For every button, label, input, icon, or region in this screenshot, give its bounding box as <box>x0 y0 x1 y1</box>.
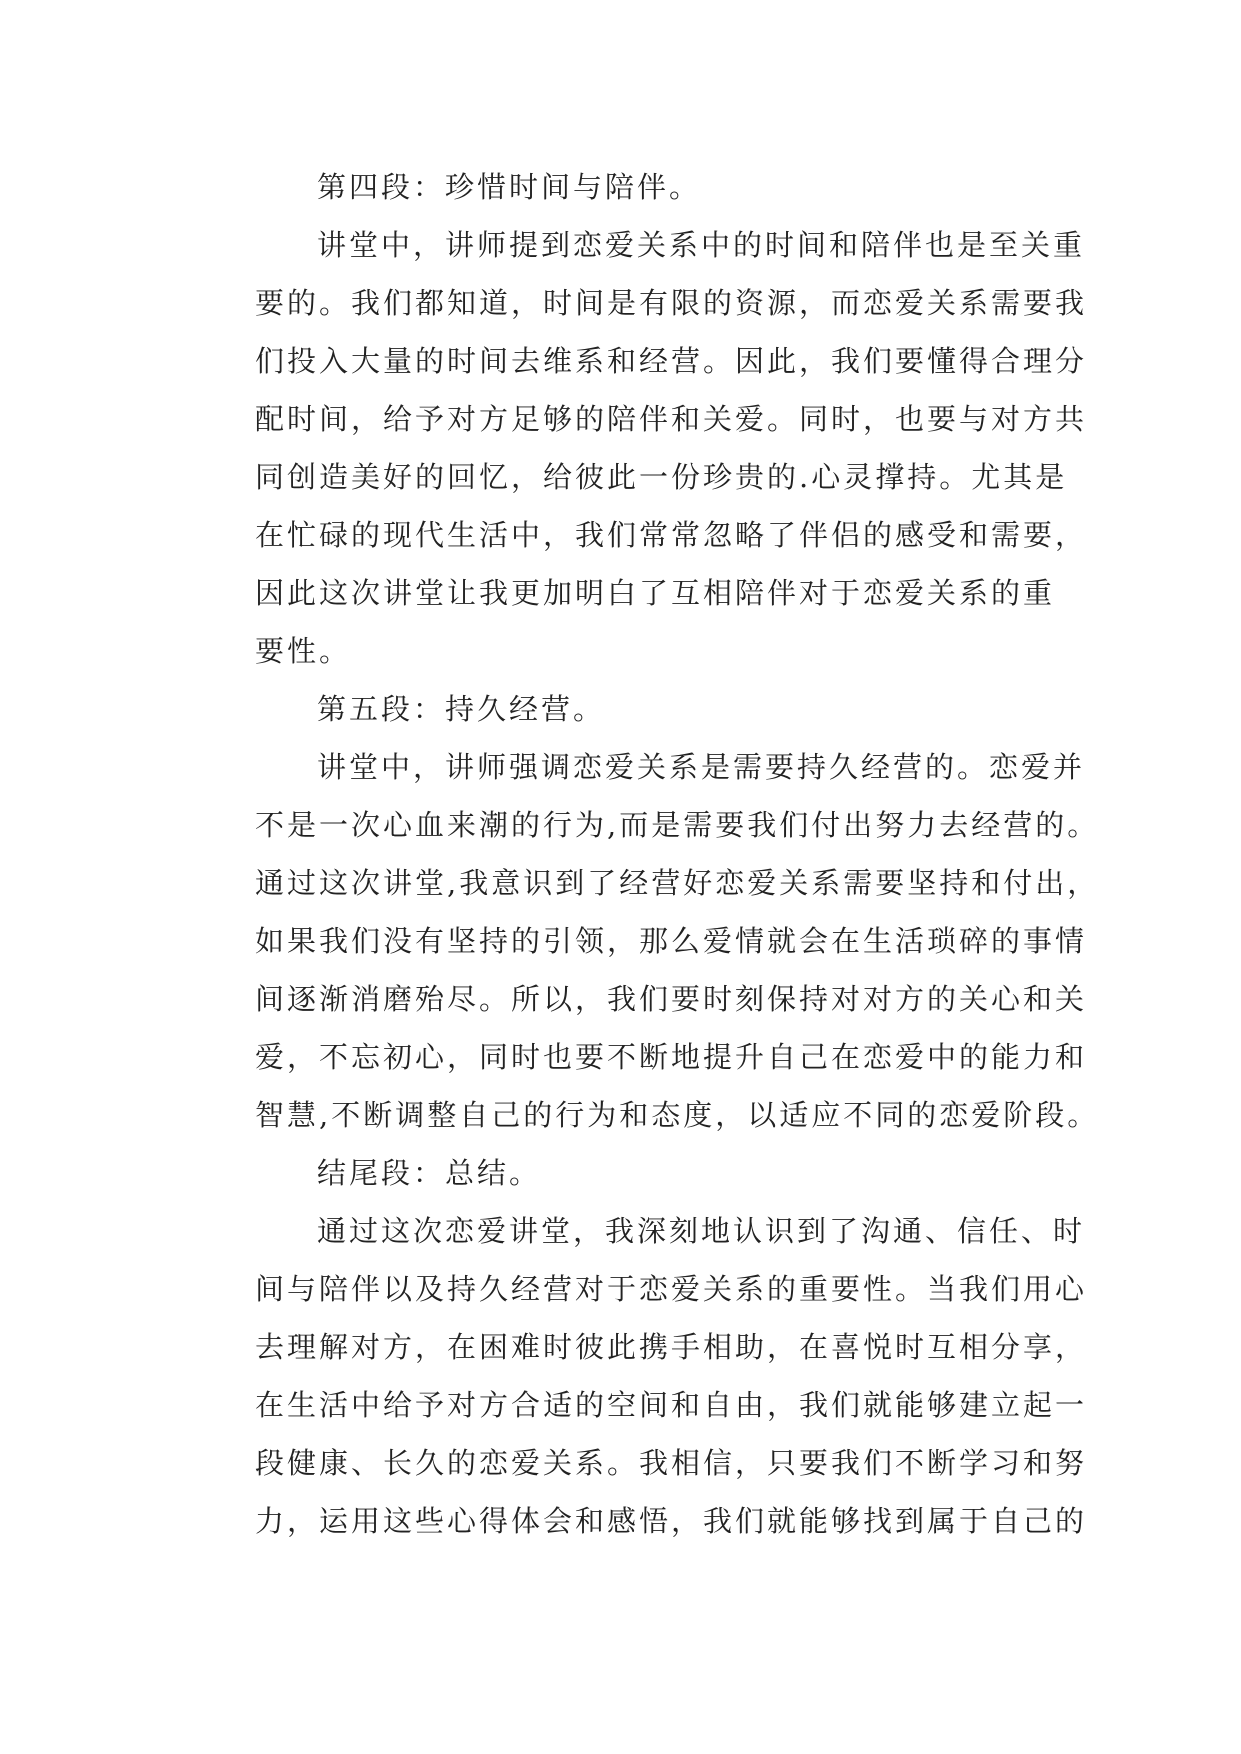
document-body <box>193 158 1100 1550</box>
text-line: 要性。 <box>255 634 352 668</box>
text-line: 因此这次讲堂让我更加明白了互相陪伴对于恋爱关系的重 <box>255 576 1056 610</box>
text-line: 去理解对方，在困难时彼此携手相助，在喜悦时互相分享， <box>255 1330 1088 1364</box>
text-line: 如果我们没有坚持的引领，那么爱情就会在生活琐碎的事情 <box>255 924 1088 958</box>
text-line: 讲堂中，讲师强调恋爱关系是需要持久经营的。恋爱并 <box>317 750 1086 784</box>
paragraph-body-4 <box>193 216 1088 680</box>
text-line: 通过这次讲堂,我意识到了经营好恋爱关系需要坚持和付出， <box>255 866 1100 900</box>
paragraph-body-5 <box>193 738 1100 1144</box>
text-line: 爱，不忘初心，同时也要不断地提升自己在恋爱中的能力和 <box>255 1040 1088 1074</box>
paragraph-body-end <box>193 1202 1088 1550</box>
text-line: 讲堂中，讲师提到恋爱关系中的时间和陪伴也是至关重 <box>317 228 1086 262</box>
text-line: 通过这次恋爱讲堂，我深刻地认识到了沟通、信任、时 <box>317 1214 1086 1248</box>
text-line: 不是一次心血来潮的行为,而是需要我们付出努力去经营的。 <box>255 808 1100 842</box>
text-line: 要的。我们都知道，时间是有限的资源，而恋爱关系需要我 <box>255 286 1088 320</box>
text-line: 间与陪伴以及持久经营对于恋爱关系的重要性。当我们用心 <box>255 1272 1088 1306</box>
text-line: 结尾段：总结。 <box>317 1156 542 1190</box>
text-line: 智慧,不断调整自己的行为和态度，以适应不同的恋爱阶段。 <box>255 1098 1100 1132</box>
section-heading-end <box>193 1144 1051 1202</box>
text-line: 配时间，给予对方足够的陪伴和关爱。同时，也要与对方共 <box>255 402 1088 436</box>
text-line: 第五段：持久经营。 <box>317 692 606 726</box>
section-heading-4 <box>193 158 1051 216</box>
text-line: 们投入大量的时间去维系和经营。因此，我们要懂得合理分 <box>255 344 1088 378</box>
text-line: 在忙碌的现代生活中，我们常常忽略了伴侣的感受和需要， <box>255 518 1088 552</box>
text-line: 段健康、长久的恋爱关系。我相信，只要我们不断学习和努 <box>255 1446 1088 1480</box>
text-line: 间逐渐消磨殆尽。所以，我们要时刻保持对对方的关心和关 <box>255 982 1088 1016</box>
section-heading-5 <box>193 680 1051 738</box>
text-line: 第四段：珍惜时间与陪伴。 <box>317 170 702 204</box>
text-line: 力，运用这些心得体会和感悟，我们就能够找到属于自己的 <box>255 1504 1088 1538</box>
text-line: 同创造美好的回忆，给彼此一份珍贵的.心灵撑持。尤其是 <box>255 460 1068 494</box>
text-line: 在生活中给予对方合适的空间和自由，我们就能够建立起一 <box>255 1388 1088 1422</box>
